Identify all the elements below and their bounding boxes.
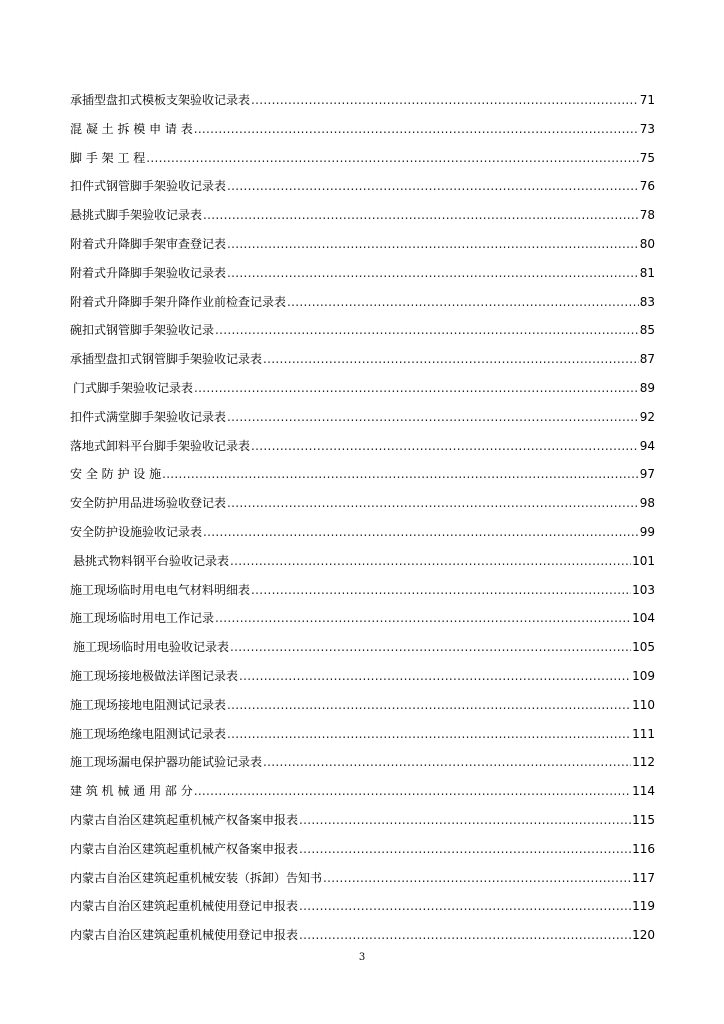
toc-entry-title: 施工现场临时用电验收记录表 — [73, 640, 230, 655]
toc-entry-page: 111 — [632, 726, 655, 741]
toc-entry-title: 附着式升降脚手架审查登记表 — [70, 236, 227, 251]
toc-leader-dots — [251, 436, 639, 456]
toc-entry-title: 施工现场漏电保护器功能试验记录表 — [70, 755, 263, 770]
toc-entry[interactable] — [70, 608, 655, 637]
toc-entry-page: 92 — [639, 409, 655, 424]
toc-entry-page: 104 — [632, 611, 655, 626]
toc-entry[interactable] — [70, 637, 655, 666]
toc-entry[interactable] — [70, 695, 655, 724]
toc-entry[interactable] — [70, 493, 655, 522]
toc-entry[interactable] — [70, 752, 655, 781]
toc-entry[interactable] — [70, 378, 655, 407]
toc-entry-title: 施工现场临时用电电气材料明细表 — [70, 582, 251, 597]
toc-entry-title: 施工现场接地极做法详图记录表 — [70, 668, 239, 683]
toc-entry-title: 安 全 防 护 设 施 — [70, 467, 162, 482]
toc-entry-page: 112 — [632, 755, 655, 770]
toc-entry[interactable] — [70, 925, 655, 954]
toc-entry-page: 114 — [632, 784, 655, 799]
toc-entry-title: 内蒙古自治区建筑起重机械产权备案申报表 — [70, 841, 299, 856]
toc-leader-dots — [227, 724, 631, 744]
toc-leader-dots — [227, 263, 639, 283]
toc-entry-page: 87 — [639, 352, 655, 367]
toc-entry-title: 悬挑式脚手架验收记录表 — [70, 208, 203, 223]
toc-leader-dots — [194, 119, 639, 139]
toc-leader-dots — [251, 580, 631, 600]
toc-entry[interactable] — [70, 320, 655, 349]
toc-leader-dots — [215, 320, 639, 340]
toc-entry[interactable] — [70, 349, 655, 378]
toc-entry-title: 安全防护用品进场验收登记表 — [70, 496, 227, 511]
toc-leader-dots — [162, 464, 639, 484]
toc-leader-dots — [263, 349, 639, 369]
toc-entry[interactable] — [70, 810, 655, 839]
toc-leader-dots — [215, 608, 631, 628]
toc-leader-dots — [227, 695, 631, 715]
toc-entry-page: 120 — [632, 928, 655, 943]
toc-entry-title: 建 筑 机 械 通 用 部 分 — [70, 784, 193, 799]
toc-leader-dots — [323, 868, 631, 888]
toc-entry-page: 99 — [639, 524, 655, 539]
toc-entry-page: 75 — [639, 150, 655, 165]
toc-entry[interactable] — [70, 148, 655, 177]
toc-leader-dots — [299, 810, 631, 830]
toc-entry-page: 80 — [639, 236, 655, 251]
toc-leader-dots — [239, 666, 631, 686]
toc-entry-title: 内蒙古自治区建筑起重机械产权备案申报表 — [70, 812, 299, 827]
toc-entry[interactable] — [70, 868, 655, 897]
toc-entry-page: 98 — [639, 496, 655, 511]
toc-leader-dots — [287, 292, 639, 312]
toc-entry-page: 117 — [632, 870, 655, 885]
toc-entry[interactable] — [70, 724, 655, 753]
toc-entry-title: 施工现场绝缘电阻测试记录表 — [70, 726, 227, 741]
toc-entry-title: 内蒙古自治区建筑起重机械安装（拆卸）告知书 — [70, 870, 323, 885]
toc-entry-title: 脚 手 架 工 程 — [70, 150, 146, 165]
toc-entry-page: 110 — [632, 697, 655, 712]
toc-entry-page: 94 — [639, 438, 655, 453]
toc-leader-dots — [299, 839, 631, 859]
toc-entry-page: 103 — [632, 582, 655, 597]
toc-leader-dots — [263, 752, 631, 772]
toc-entry-page: 81 — [639, 265, 655, 280]
table-of-contents — [70, 90, 655, 954]
toc-entry-title: 施工现场临时用电工作记录 — [70, 611, 215, 626]
toc-entry[interactable] — [70, 205, 655, 234]
toc-entry[interactable] — [70, 781, 655, 810]
toc-entry-title: 承插型盘扣式模板支架验收记录表 — [70, 93, 251, 107]
toc-entry[interactable] — [70, 522, 655, 551]
toc-entry[interactable] — [70, 176, 655, 205]
toc-entry-title: 混 凝 土 拆 模 申 请 表 — [70, 121, 193, 136]
toc-entry[interactable] — [70, 263, 655, 292]
toc-entry[interactable] — [70, 119, 655, 148]
toc-leader-dots — [227, 493, 639, 513]
toc-entry-title: 安全防护设施验收记录表 — [70, 524, 203, 539]
toc-entry-title: 门式脚手架验收记录表 — [73, 380, 194, 395]
toc-entry-title: 内蒙古自治区建筑起重机械使用登记申报表 — [70, 899, 299, 914]
toc-entry-title: 碗扣式钢管脚手架验收记录 — [70, 323, 215, 338]
toc-entry-page: 83 — [639, 294, 655, 309]
toc-leader-dots — [299, 896, 631, 916]
toc-entry[interactable] — [70, 90, 655, 119]
page-number: 3 — [358, 952, 366, 963]
toc-entry-page: 105 — [632, 640, 655, 655]
toc-leader-dots — [194, 781, 631, 801]
toc-entry[interactable] — [70, 464, 655, 493]
toc-entry[interactable] — [70, 407, 655, 436]
toc-entry-title: 扣件式满堂脚手架验收记录表 — [70, 409, 227, 424]
toc-entry-title: 施工现场接地电阻测试记录表 — [70, 697, 227, 712]
toc-entry[interactable] — [70, 234, 655, 263]
toc-entry-title: 附着式升降脚手架升降作业前检查记录表 — [70, 294, 287, 309]
toc-leader-dots — [194, 378, 639, 398]
toc-entry-page: 76 — [639, 179, 655, 194]
toc-entry-page: 78 — [639, 208, 655, 223]
toc-entry-page: 97 — [639, 467, 655, 482]
toc-entry-page: 116 — [632, 841, 655, 856]
toc-entry-page: 73 — [639, 121, 655, 136]
toc-entry[interactable] — [70, 839, 655, 868]
toc-entry-page: 71 — [639, 93, 655, 107]
toc-leader-dots — [203, 205, 639, 225]
toc-entry[interactable] — [70, 666, 655, 695]
toc-leader-dots — [227, 176, 639, 196]
toc-entry-page: 115 — [632, 812, 655, 827]
toc-leader-dots — [146, 148, 638, 168]
toc-entry-page: 89 — [639, 380, 655, 395]
toc-entry[interactable] — [70, 580, 655, 609]
toc-leader-dots — [227, 234, 639, 254]
toc-entry[interactable] — [70, 551, 655, 580]
toc-entry-page: 85 — [639, 323, 655, 338]
toc-entry-page: 119 — [632, 899, 655, 914]
toc-leader-dots — [230, 637, 631, 657]
toc-leader-dots — [203, 522, 639, 542]
toc-entry-title: 附着式升降脚手架验收记录表 — [70, 265, 227, 280]
toc-entry-page: 109 — [632, 668, 655, 683]
toc-entry-page: 101 — [632, 553, 655, 568]
toc-entry[interactable] — [70, 292, 655, 321]
toc-entry[interactable] — [70, 896, 655, 925]
toc-entry-title: 扣件式钢管脚手架验收记录表 — [70, 179, 227, 194]
toc-leader-dots — [251, 90, 639, 110]
toc-entry-title: 悬挑式物料钢平台验收记录表 — [73, 553, 230, 568]
toc-leader-dots — [299, 925, 631, 945]
toc-leader-dots — [227, 407, 639, 427]
toc-entry[interactable] — [70, 436, 655, 465]
toc-entry-title: 内蒙古自治区建筑起重机械使用登记申报表 — [70, 928, 299, 943]
toc-entry-title: 落地式卸料平台脚手架验收记录表 — [70, 438, 251, 453]
toc-leader-dots — [230, 551, 631, 571]
toc-entry-title: 承插型盘扣式钢管脚手架验收记录表 — [70, 352, 263, 367]
